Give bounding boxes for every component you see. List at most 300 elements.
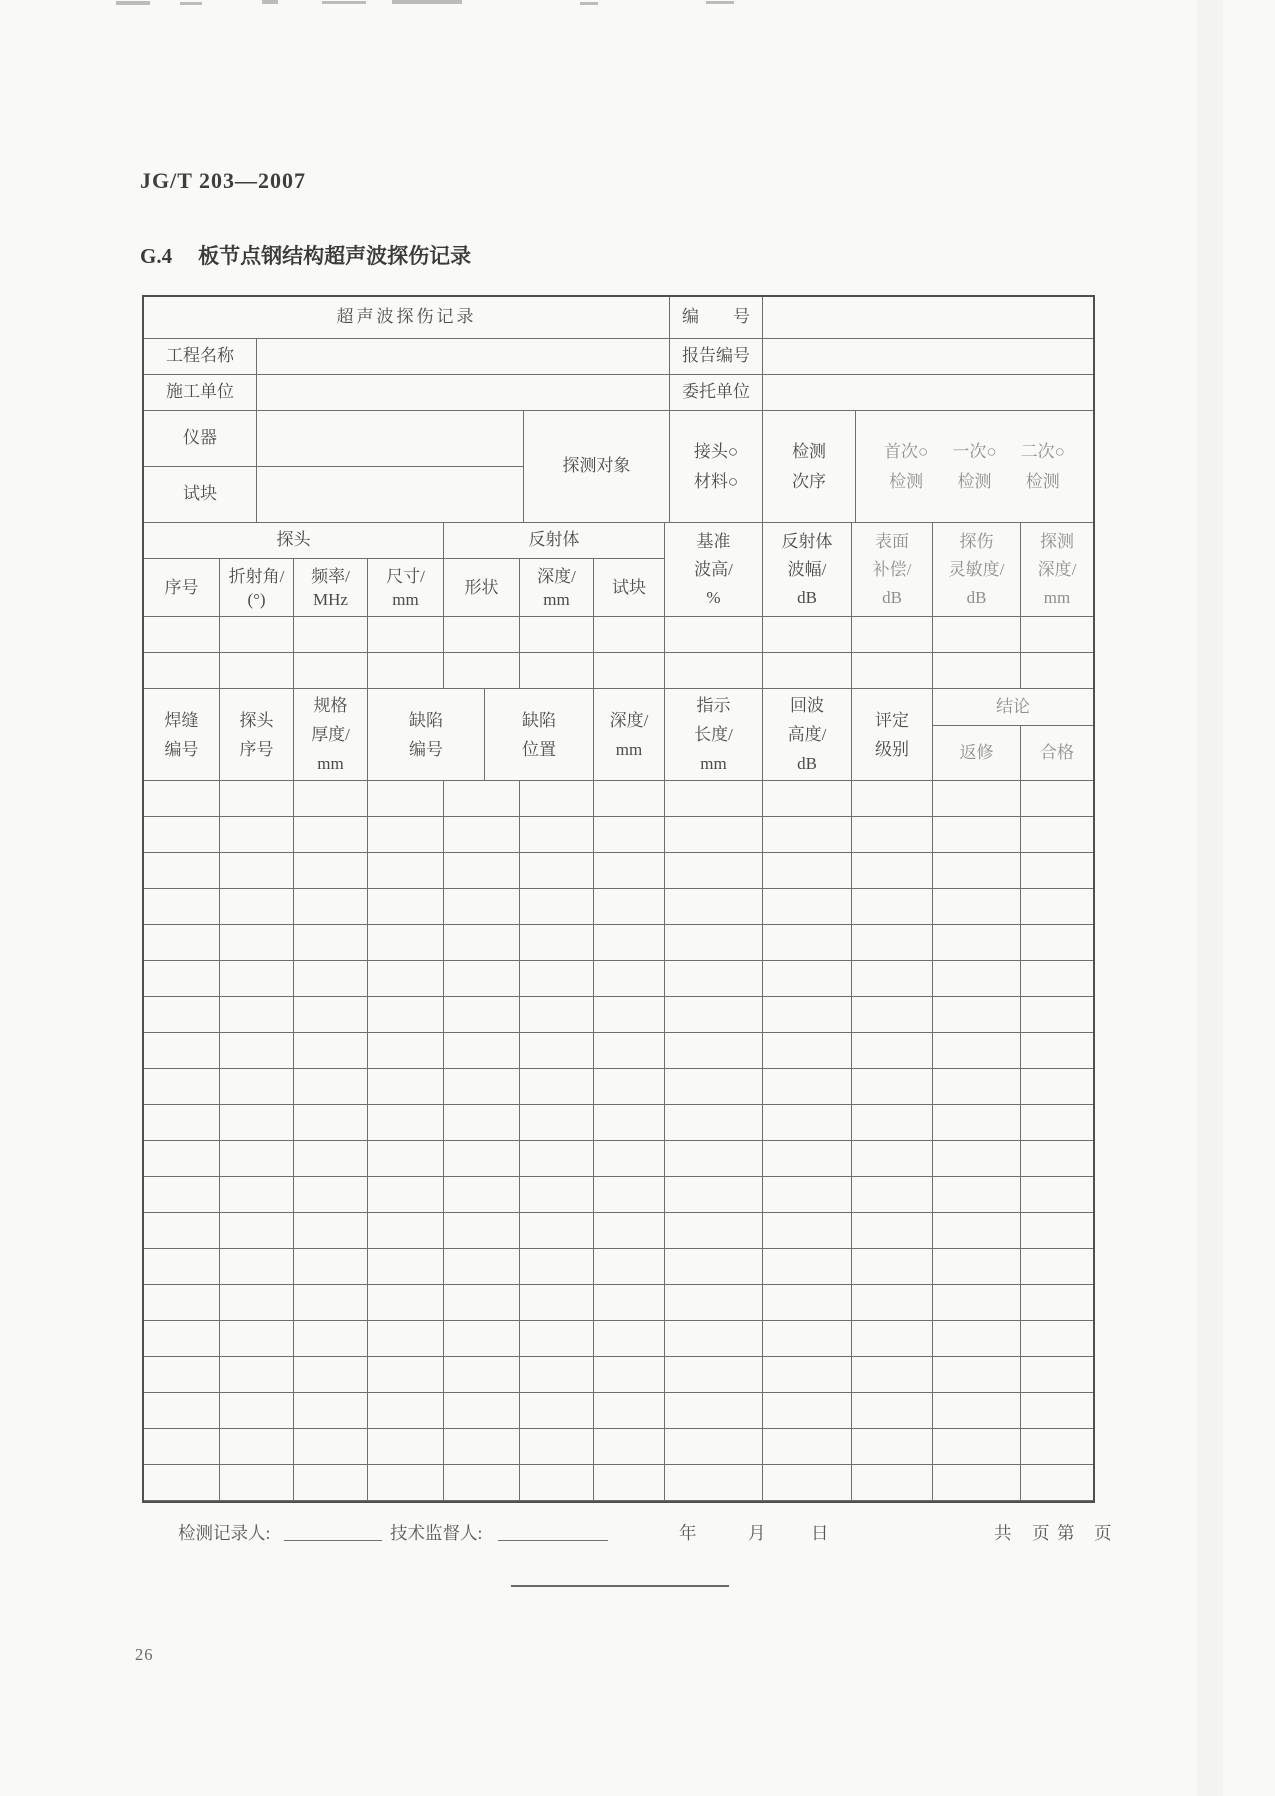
empty-cell [933, 1033, 1021, 1069]
empty-cell [852, 1213, 933, 1249]
empty-cell [520, 1069, 594, 1105]
empty-cell [220, 1321, 294, 1357]
empty-cell [444, 1177, 520, 1213]
empty-cell [933, 1285, 1021, 1321]
report-number-value [763, 339, 1093, 375]
empty-cell [294, 889, 368, 925]
joint-option: 接头○ [693, 441, 739, 461]
header-line: 形状 [464, 578, 499, 597]
empty-cell [144, 1429, 220, 1465]
empty-cell [294, 653, 368, 689]
empty-cell [368, 1249, 444, 1285]
probing-depth-header [1021, 523, 1093, 617]
empty-cell [294, 781, 368, 817]
form-title-row [144, 297, 1093, 339]
empty-cell [144, 1177, 220, 1213]
pages-label: 页 [1032, 1523, 1050, 1543]
empty-cell [520, 1105, 594, 1141]
material-option: 材料○ [693, 471, 739, 491]
ultrasonic-record-form [142, 295, 1095, 1503]
empty-cell [665, 1069, 763, 1105]
header-line: dB [797, 754, 817, 773]
empty-cell [294, 997, 368, 1033]
refraction-angle-header [220, 559, 294, 617]
option-line: 检测 [1025, 471, 1060, 491]
evaluation-level-header [852, 689, 933, 781]
empty-cell [220, 1069, 294, 1105]
header-line: 补偿/ [872, 559, 912, 579]
empty-cell [144, 1465, 220, 1501]
option-line: 二次○ [1020, 441, 1065, 461]
empty-cell [933, 1249, 1021, 1285]
empty-cell [220, 1465, 294, 1501]
empty-cell [665, 1357, 763, 1393]
twice-inspection-option [1021, 437, 1065, 497]
empty-cell [144, 1321, 220, 1357]
empty-cell [933, 653, 1021, 689]
empty-cell [368, 1105, 444, 1141]
project-row [144, 339, 1093, 375]
empty-cell [594, 1465, 665, 1501]
empty-cell [763, 817, 852, 853]
empty-cell [444, 961, 520, 997]
empty-cell [852, 781, 933, 817]
empty-cell [933, 781, 1021, 817]
empty-cell [520, 1465, 594, 1501]
scan-artifact [180, 2, 202, 5]
empty-cell [763, 781, 852, 817]
scan-artifact [706, 1, 734, 4]
empty-cell [665, 1321, 763, 1357]
empty-cell [294, 1357, 368, 1393]
empty-cell [933, 1105, 1021, 1141]
empty-cell [665, 1429, 763, 1465]
shape-header [444, 559, 520, 617]
empty-cell [444, 1429, 520, 1465]
ordinal-label: 第 [1057, 1523, 1075, 1543]
recorder-signature-line [284, 1520, 382, 1541]
empty-cell [1021, 781, 1093, 817]
empty-cell [1021, 1249, 1093, 1285]
header-line: 回波 [790, 696, 824, 715]
empty-cell [763, 889, 852, 925]
page-number: 26 [135, 1645, 154, 1664]
defect-number-header [368, 689, 485, 781]
empty-cell [368, 1177, 444, 1213]
probe-serial-header [220, 689, 294, 781]
empty-cell [933, 1141, 1021, 1177]
empty-cell [294, 961, 368, 997]
instrument-section [144, 411, 1093, 523]
empty-cell [665, 617, 763, 653]
scan-artifact [116, 1, 150, 5]
empty-cell [520, 1285, 594, 1321]
empty-cell [594, 1249, 665, 1285]
empty-cell [763, 997, 852, 1033]
number-label-cell: 编 号 [670, 297, 763, 339]
empty-cell [220, 1249, 294, 1285]
empty-cell [368, 617, 444, 653]
client-unit-value [763, 375, 1093, 411]
empty-cell [594, 889, 665, 925]
empty-cell [1021, 817, 1093, 853]
header-line: 灵敏度/ [948, 559, 1005, 579]
detection-sensitivity-header [933, 523, 1021, 617]
empty-cell [933, 617, 1021, 653]
empty-cell [220, 1213, 294, 1249]
empty-cell [220, 1429, 294, 1465]
record-data-grid [144, 781, 1093, 1501]
empty-cell [520, 961, 594, 997]
header-line: 长度/ [694, 725, 733, 744]
header-line: 序号 [239, 739, 274, 759]
empty-cell [444, 1213, 520, 1249]
header-line: 折射角/ [228, 566, 285, 586]
empty-cell [444, 1285, 520, 1321]
header-line: mm [615, 739, 643, 759]
empty-cell [220, 781, 294, 817]
header-line: mm [1043, 587, 1071, 607]
header-line: 反射体 [781, 531, 833, 551]
scan-artifact [262, 0, 278, 4]
empty-cell [763, 617, 852, 653]
header-line: 缺陷 [522, 710, 556, 730]
empty-cell [665, 1285, 763, 1321]
header-line: 位置 [522, 739, 556, 759]
empty-cell [220, 1141, 294, 1177]
empty-cell [294, 853, 368, 889]
empty-cell [763, 1393, 852, 1429]
empty-cell [294, 1465, 368, 1501]
reflector-group-header: 反射体 [444, 523, 665, 559]
empty-cell [144, 817, 220, 853]
empty-cell [294, 1249, 368, 1285]
empty-cell [665, 1249, 763, 1285]
header-line: MHz [313, 589, 348, 609]
empty-cell [294, 1321, 368, 1357]
empty-cell [520, 889, 594, 925]
empty-cell [220, 853, 294, 889]
empty-cell [852, 1105, 933, 1141]
empty-cell [665, 997, 763, 1033]
empty-cell [665, 1177, 763, 1213]
empty-cell [144, 961, 220, 997]
empty-cell [368, 1393, 444, 1429]
empty-cell [444, 925, 520, 961]
empty-cell [594, 1069, 665, 1105]
empty-cell [1021, 889, 1093, 925]
empty-cell [763, 1321, 852, 1357]
header-line: 探测 [1040, 531, 1074, 551]
empty-cell [220, 653, 294, 689]
empty-cell [294, 617, 368, 653]
empty-cell [368, 781, 444, 817]
header-line: 试块 [612, 578, 646, 597]
header-line: mm [543, 589, 570, 609]
empty-cell [144, 1033, 220, 1069]
empty-cell [368, 1465, 444, 1501]
empty-cell [220, 1285, 294, 1321]
empty-cell [368, 653, 444, 689]
empty-cell [144, 617, 220, 653]
header-line: 频率/ [311, 566, 350, 586]
instrument-label: 仪器 [144, 411, 257, 467]
header-line: 深度/ [1037, 559, 1077, 579]
base-wave-height-header [665, 523, 763, 617]
empty-cell [852, 889, 933, 925]
empty-cell [852, 653, 933, 689]
empty-cell [933, 1429, 1021, 1465]
header-line: 表面 [875, 531, 909, 551]
empty-cell [852, 1249, 933, 1285]
header-line: 深度/ [537, 566, 576, 586]
conclusion-header [933, 689, 1093, 781]
empty-cell [220, 889, 294, 925]
empty-cell [1021, 1105, 1093, 1141]
construction-unit-label: 施工单位 [144, 375, 257, 411]
empty-cell [594, 1429, 665, 1465]
header-line: 规格 [313, 696, 348, 715]
empty-cell [220, 617, 294, 653]
empty-cell [444, 997, 520, 1033]
test-block-label: 试块 [144, 467, 257, 523]
defect-position-header [485, 689, 594, 781]
empty-cell [852, 961, 933, 997]
empty-cell [144, 997, 220, 1033]
empty-cell [933, 1393, 1021, 1429]
empty-cell [520, 1177, 594, 1213]
empty-cell [1021, 617, 1093, 653]
frequency-header [294, 559, 368, 617]
empty-cell [520, 1321, 594, 1357]
empty-cell [933, 1357, 1021, 1393]
spec-thickness-header [294, 689, 368, 781]
empty-cell [852, 1321, 933, 1357]
empty-cell [444, 781, 520, 817]
header-line: 尺寸/ [386, 566, 425, 586]
contractor-row [144, 375, 1093, 411]
empty-cell [1021, 1033, 1093, 1069]
empty-cell [144, 781, 220, 817]
test-block-header [594, 559, 665, 617]
empty-cell [665, 925, 763, 961]
empty-cell [852, 997, 933, 1033]
empty-cell [665, 1465, 763, 1501]
empty-cell [763, 853, 852, 889]
empty-cell [368, 1321, 444, 1357]
depth-header [520, 559, 594, 617]
empty-cell [852, 1141, 933, 1177]
reflector-amplitude-header [763, 523, 852, 617]
echo-height-header [763, 689, 852, 781]
form-footer [142, 1512, 1132, 1556]
empty-cell [144, 1249, 220, 1285]
empty-cell [594, 1285, 665, 1321]
defect-header-block [144, 689, 1093, 781]
empty-cell [763, 1177, 852, 1213]
empty-cell [852, 1069, 933, 1105]
first-inspection-option [884, 437, 928, 497]
empty-cell [144, 925, 220, 961]
empty-cell [852, 925, 933, 961]
header-line: 评定 [875, 710, 909, 730]
empty-cell [444, 1141, 520, 1177]
empty-cell [665, 817, 763, 853]
repair-header: 返修 [933, 726, 1021, 780]
empty-cell [665, 653, 763, 689]
empty-cell [1021, 925, 1093, 961]
empty-cell [852, 1285, 933, 1321]
empty-cell [520, 817, 594, 853]
empty-cell [763, 1141, 852, 1177]
empty-cell [368, 1069, 444, 1105]
header-line: dB [882, 587, 902, 607]
header-line: % [706, 587, 721, 607]
empty-cell [594, 1105, 665, 1141]
month-label: 月 [748, 1523, 766, 1543]
empty-cell [763, 1285, 852, 1321]
project-name-label: 工程名称 [144, 339, 257, 375]
empty-cell [933, 1177, 1021, 1213]
header-line: 序号 [164, 578, 199, 597]
header-line: 高度/ [787, 725, 827, 744]
empty-cell [520, 1033, 594, 1069]
empty-cell [763, 1105, 852, 1141]
empty-cell [368, 853, 444, 889]
empty-cell [520, 925, 594, 961]
header-line: 指示 [696, 696, 731, 715]
empty-cell [444, 1105, 520, 1141]
header-line: 波高/ [694, 559, 733, 579]
empty-cell [763, 1249, 852, 1285]
empty-cell [665, 1213, 763, 1249]
empty-cell [144, 853, 220, 889]
scan-artifact [322, 1, 366, 4]
supervisor-signature-line [498, 1520, 608, 1541]
empty-cell [594, 853, 665, 889]
empty-cell [665, 1141, 763, 1177]
sequence-line: 次序 [792, 471, 826, 491]
header-line: 级别 [875, 739, 909, 759]
empty-cell [294, 1285, 368, 1321]
year-label: 年 [679, 1523, 697, 1543]
empty-cell [144, 1357, 220, 1393]
empty-cell [368, 1033, 444, 1069]
header-line: (°) [247, 589, 266, 609]
probe-header-block [144, 523, 1093, 617]
empty-cell [368, 961, 444, 997]
empty-cell [763, 1033, 852, 1069]
object-options-cell [670, 411, 763, 523]
header-line: 编号 [164, 739, 199, 759]
empty-cell [444, 1393, 520, 1429]
empty-cell [594, 653, 665, 689]
empty-cell [665, 781, 763, 817]
instrument-value [257, 411, 524, 467]
empty-cell [1021, 1393, 1093, 1429]
empty-cell [520, 781, 594, 817]
empty-cell [763, 961, 852, 997]
empty-cell [520, 617, 594, 653]
empty-cell [220, 925, 294, 961]
empty-cell [1021, 961, 1093, 997]
empty-cell [520, 853, 594, 889]
empty-cell [933, 817, 1021, 853]
empty-cell [144, 1141, 220, 1177]
empty-cell [933, 1465, 1021, 1501]
empty-cell [665, 1105, 763, 1141]
empty-cell [294, 1213, 368, 1249]
empty-cell [1021, 1141, 1093, 1177]
empty-cell [665, 1393, 763, 1429]
empty-cell [852, 1429, 933, 1465]
empty-cell [763, 1069, 852, 1105]
empty-cell [852, 1033, 933, 1069]
test-block-value [257, 467, 524, 523]
header-line: dB [966, 587, 987, 607]
scan-artifact [580, 2, 598, 5]
empty-cell [444, 853, 520, 889]
empty-cell [444, 617, 520, 653]
empty-cell [144, 653, 220, 689]
empty-cell [933, 853, 1021, 889]
supervisor-label: 技术监督人: [390, 1523, 483, 1543]
empty-cell [294, 925, 368, 961]
header-line: 厚度/ [311, 725, 350, 744]
empty-cell [444, 1465, 520, 1501]
empty-cell [220, 1033, 294, 1069]
empty-cell [594, 1321, 665, 1357]
empty-cell [933, 1069, 1021, 1105]
empty-cell [763, 1213, 852, 1249]
empty-cell [444, 1249, 520, 1285]
empty-cell [933, 997, 1021, 1033]
empty-cell [144, 1393, 220, 1429]
header-line: mm [392, 589, 419, 609]
empty-cell [368, 1357, 444, 1393]
empty-cell [144, 1105, 220, 1141]
empty-cell [294, 1141, 368, 1177]
empty-cell [852, 1465, 933, 1501]
empty-cell [368, 1285, 444, 1321]
empty-cell [520, 1141, 594, 1177]
header-line: 探伤 [959, 531, 994, 551]
form-title-cell: 超声波探伤记录 [144, 297, 670, 339]
scan-shadow-band [1197, 0, 1223, 1796]
empty-cell [1021, 653, 1093, 689]
empty-cell [594, 781, 665, 817]
header-line: mm [700, 754, 727, 773]
scan-artifact [392, 0, 462, 4]
qualified-header: 合格 [1040, 742, 1074, 762]
empty-cell [763, 1429, 852, 1465]
option-line: 检测 [889, 471, 924, 491]
sequence-line: 检测 [792, 441, 826, 461]
sequence-options-cell [856, 411, 1093, 523]
empty-cell [594, 997, 665, 1033]
empty-cell [294, 1033, 368, 1069]
empty-cell [520, 997, 594, 1033]
header-line: 波幅/ [787, 559, 827, 579]
recorder-label: 检测记录人: [178, 1523, 271, 1543]
number-value-cell [763, 297, 1093, 339]
header-line: 缺陷 [409, 710, 443, 730]
probe-object-label: 探测对象 [524, 411, 670, 523]
empty-cell [1021, 853, 1093, 889]
client-unit-label: 委托单位 [670, 375, 763, 411]
section-title [140, 240, 471, 270]
empty-cell [294, 1105, 368, 1141]
